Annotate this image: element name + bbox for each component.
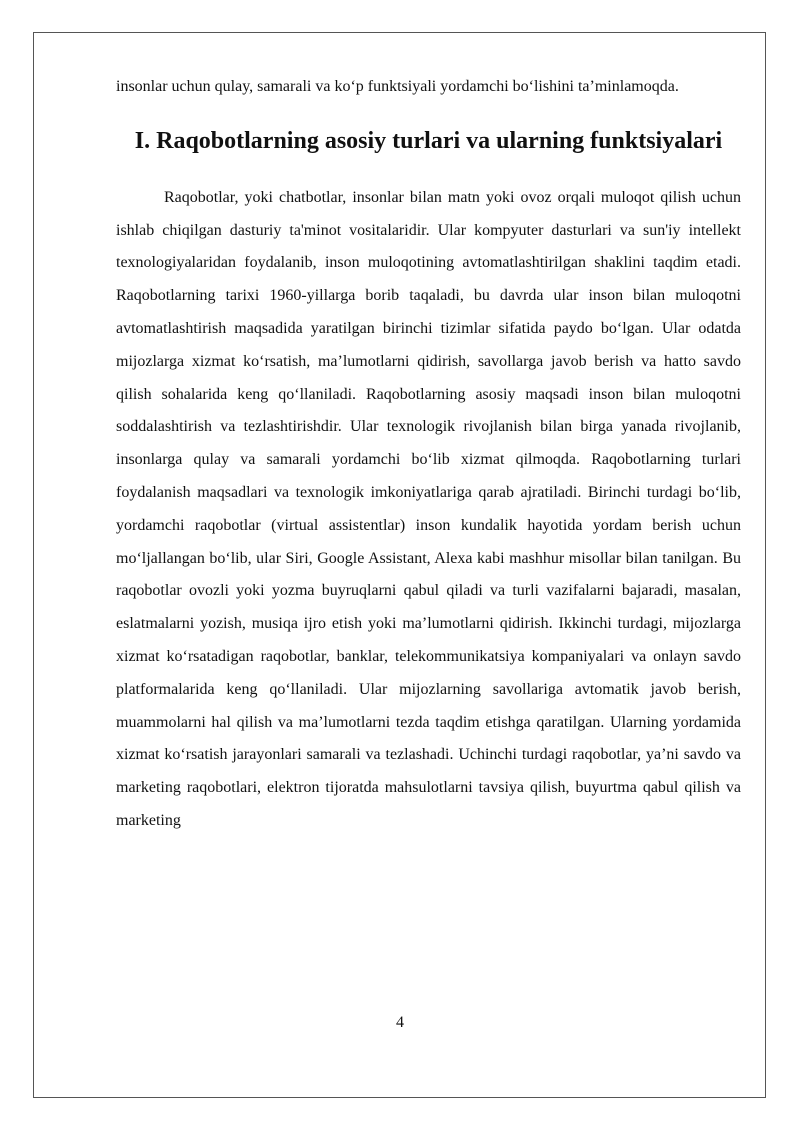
body-paragraph: Raqobotlar, yoki chatbotlar, insonlar bilan matn yoki ovoz orqali muloqot qilish uchun ishlab chiqilgan dasturiy ta'minot vositalaridir. Ular kompyuter dasturlari va sun'iy intellekt texnologiyalaridan foydalanib, inson muloqotining avtomatlashtirilgan shaklini taqdim etadi. Raqobotlarning tarixi 1960-yillarga borib taqaladi, bu davrda ular inson bilan muloqotni avtomatlashtirish maqsadida yaratilgan birinchi tizimlar sifatida paydo bo‘lgan. Ular odatda mijozlarga xizmat ko‘rsatish, ma’lumotlarni qidirish, savollarga javob berish va hatto savdo qilish sohalarida keng qo‘llaniladi. Raqobotlarning asosiy maqsadi inson bilan muloqotni soddalashtirish va tezlashtirishdir. Ular texnologik rivojlanish bilan birga yanada rivojlanib, insonlarga qulay va samarali yordamchi bo‘lib xizmat qilmoqda. Raqobotlarning turlari foydalanish maqsadlari va texnologik imkoniyatlariga qarab ajratiladi. Birinchi turdagi bo‘lib, yordamchi raqobotlar (virtual assistentlar) inson kundalik hayotida yordam berish uchun mo‘ljallangan bo‘lib, ular Siri, Google Assistant, Alexa kabi mashhur misollar bilan tanilgan. Bu raqobotlar ovozli yoki yozma buyruqlarni qabul qiladi va turli vazifalarni bajaradi, masalan, eslatmalarni yozish, musiqa ijro etish yoki ma’lumotlarni qidirish. Ikkinchi turdagi, mijozlarga xizmat ko‘rsatadigan raqobotlar, banklar, telekommunikatsiya kompaniyalari va onlayn savdo platformalarida keng qo‘llaniladi. Ular mijozlarning savollariga avtomatik javob berish, muammolarni hal qilish va ma’lumotlarni tezda taqdim etishga qaratilgan. Ularning yordamida xizmat ko‘rsatish jarayonlari samarali va tezlashadi. Uchinchi turdagi raqobotlar, ya’ni savdo va marketing raqobotlari, elektron tijoratda mahsulotlarni tavsiya qilish, buyurtma qabul qilish va marketing: [116, 188, 741, 829]
section-heading: I. Raqobotlarning asosiy turlari va ularning funktsiyalari: [134, 127, 723, 154]
page-content: [116, 71, 741, 838]
page-number: 4: [396, 1014, 404, 1031]
intro-paragraph: insonlar uchun qulay, samarali va ko‘p funktsiyali yordamchi bo‘lishini ta’minlamoqda.: [116, 78, 679, 95]
